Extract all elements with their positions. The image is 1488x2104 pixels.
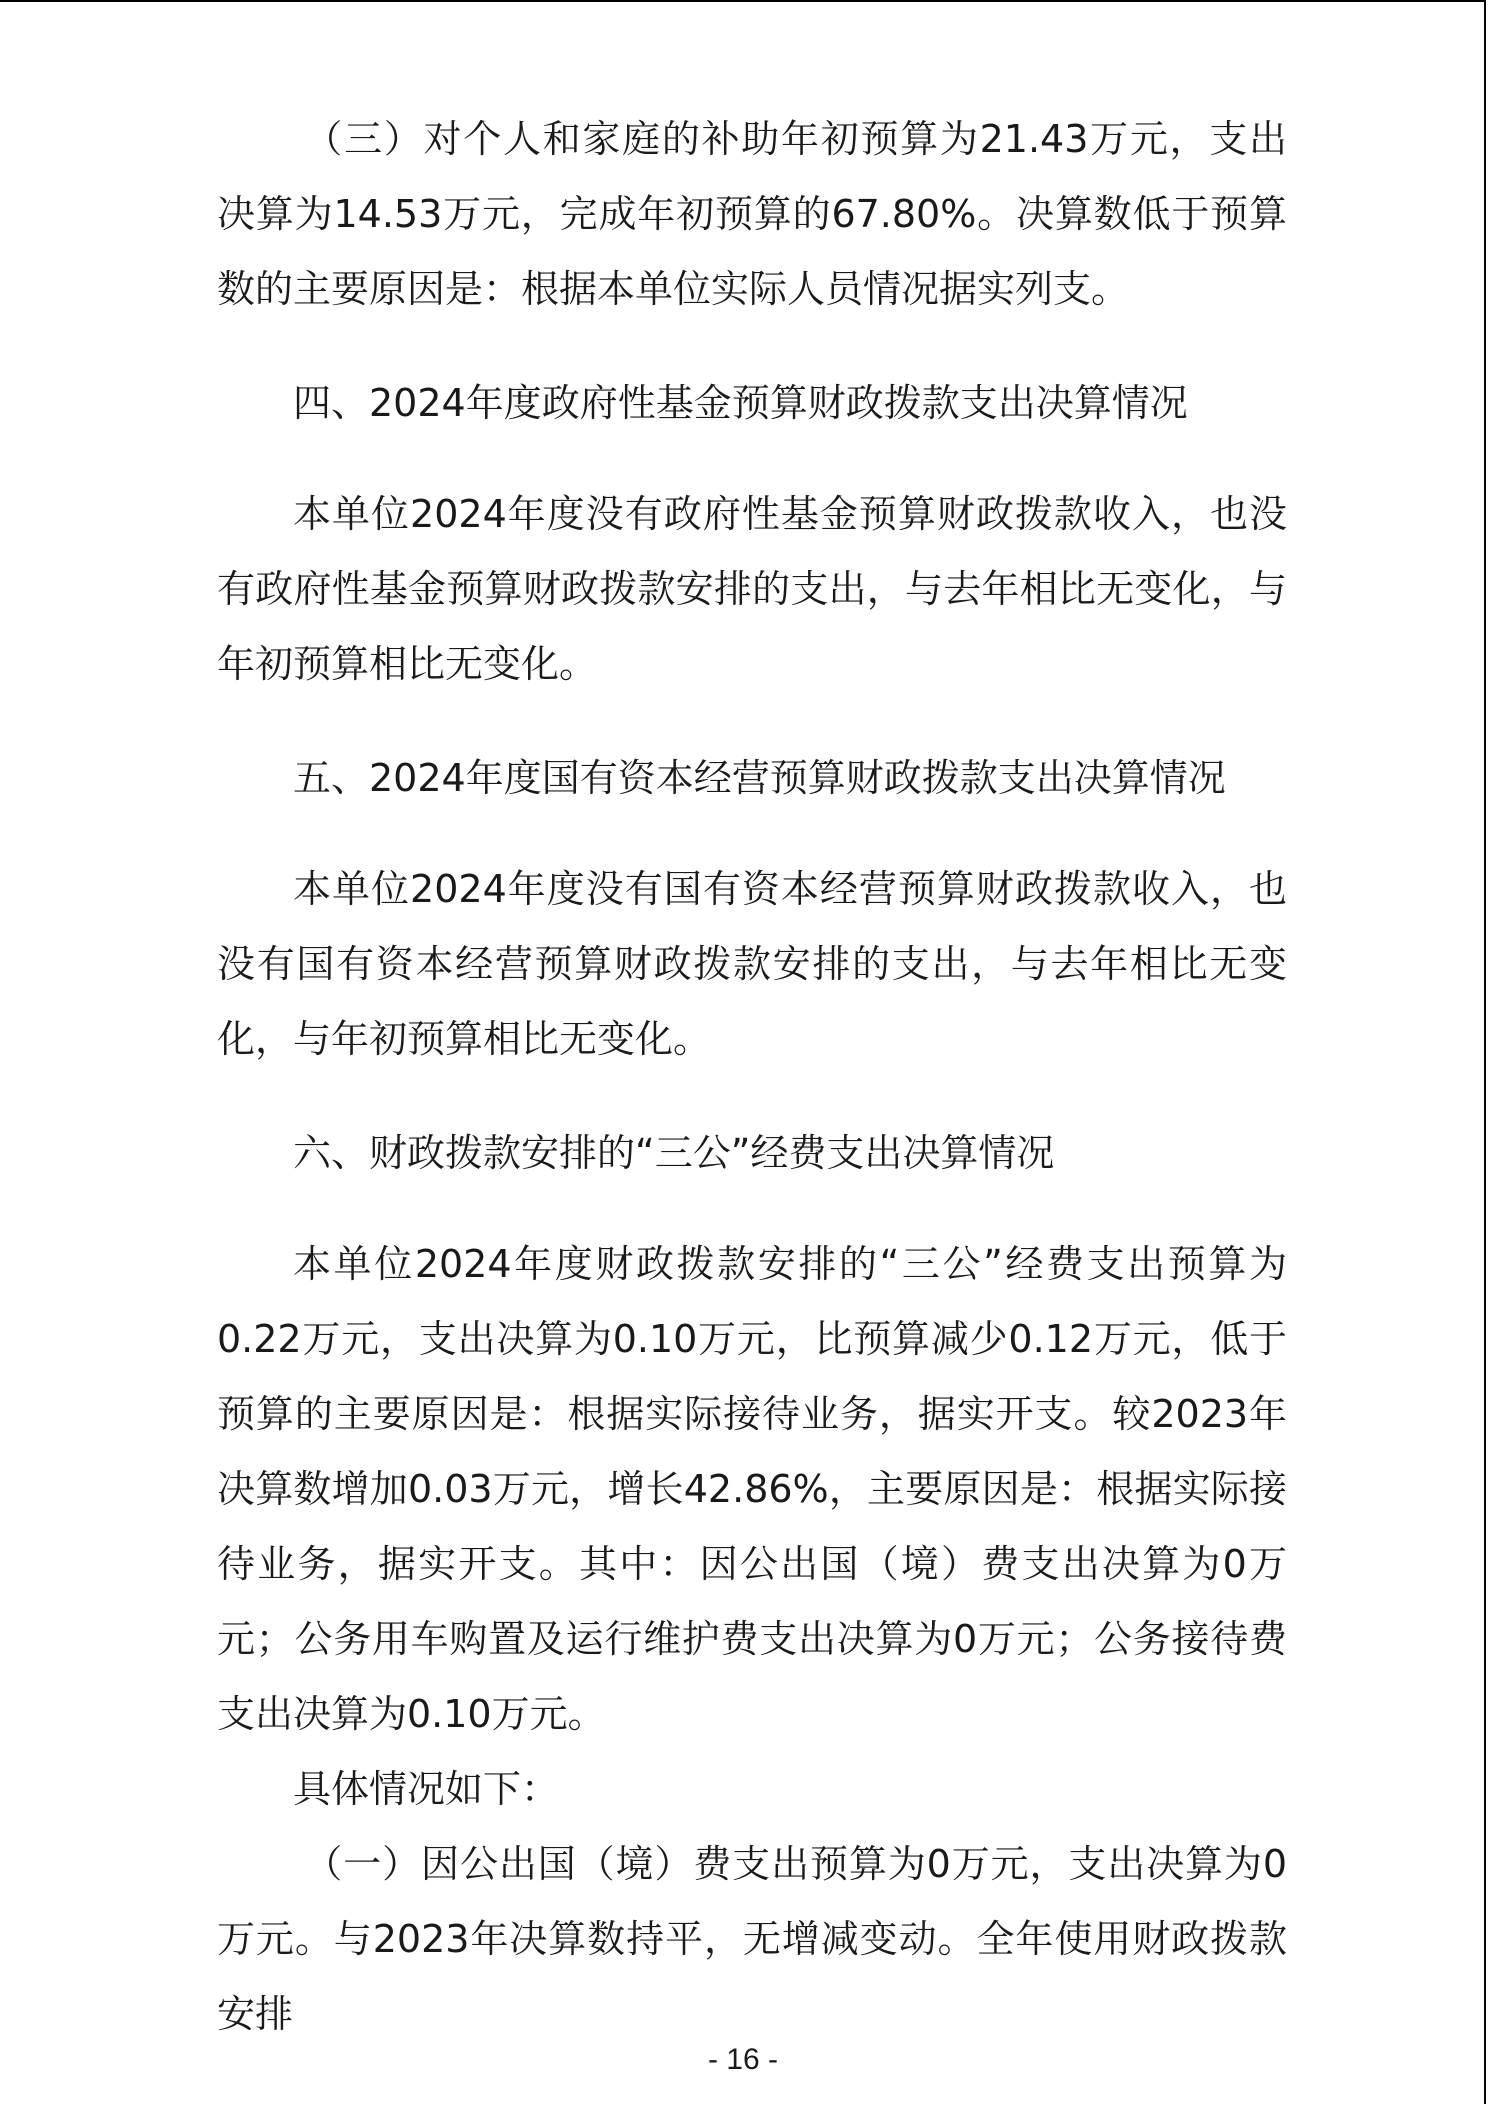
paragraph-gov-fund-budget: 本单位2024年度没有政府性基金预算财政拨款收入，也没有政府性基金预算财政拨款安排的支出，与去年相比无变化，与年初预算相比无变化。 [217, 492, 1287, 686]
paragraph-three-public-expenses: 本单位2024年度财政拨款安排的“三公”经费支出预算为0.22万元，支出决算为0.10万元，比预算减少0.12万元，低于预算的主要原因是：根据实际接待业务，据实开支。较2023年决算数增加0.03万元，增长42.86%，主要原因是：根据实际接待业务，据实开支。其中：因公出国（境）费支出决算为0万元；公务用车购置及运行维护费支出决算为0万元；公务接待费支出决算为0.10万元。 [217, 1242, 1287, 1736]
paragraph-overseas-travel: （一）因公出国（境）费支出预算为0万元，支出决算为0万元。与2023年决算数持平，无增减变动。全年使用财政拨款安排 [217, 1842, 1287, 2036]
page-number: - 16 - [707, 2043, 779, 2076]
paragraph-personal-family-subsidy: （三）对个人和家庭的补助年初预算为21.43万元，支出决算为14.53万元，完成年初预算的67.80%。决算数低于预算数的主要原因是：根据本单位实际人员情况据实列支。 [217, 117, 1287, 311]
paragraph-details-intro: 具体情况如下： [293, 1767, 560, 1811]
section-heading-6: 六、财政拨款安排的“三公”经费支出决算情况 [293, 1131, 1055, 1175]
paragraph-state-capital-budget: 本单位2024年度没有国有资本经营预算财政拨款收入，也没有国有资本经营预算财政拨款安排的支出，与去年相比无变化，与年初预算相比无变化。 [217, 867, 1287, 1061]
section-heading-4: 四、2024年度政府性基金预算财政拨款支出决算情况 [293, 381, 1188, 425]
document-body [217, 102, 1287, 2052]
section-heading-5: 五、2024年度国有资本经营预算财政拨款支出决算情况 [293, 756, 1226, 800]
